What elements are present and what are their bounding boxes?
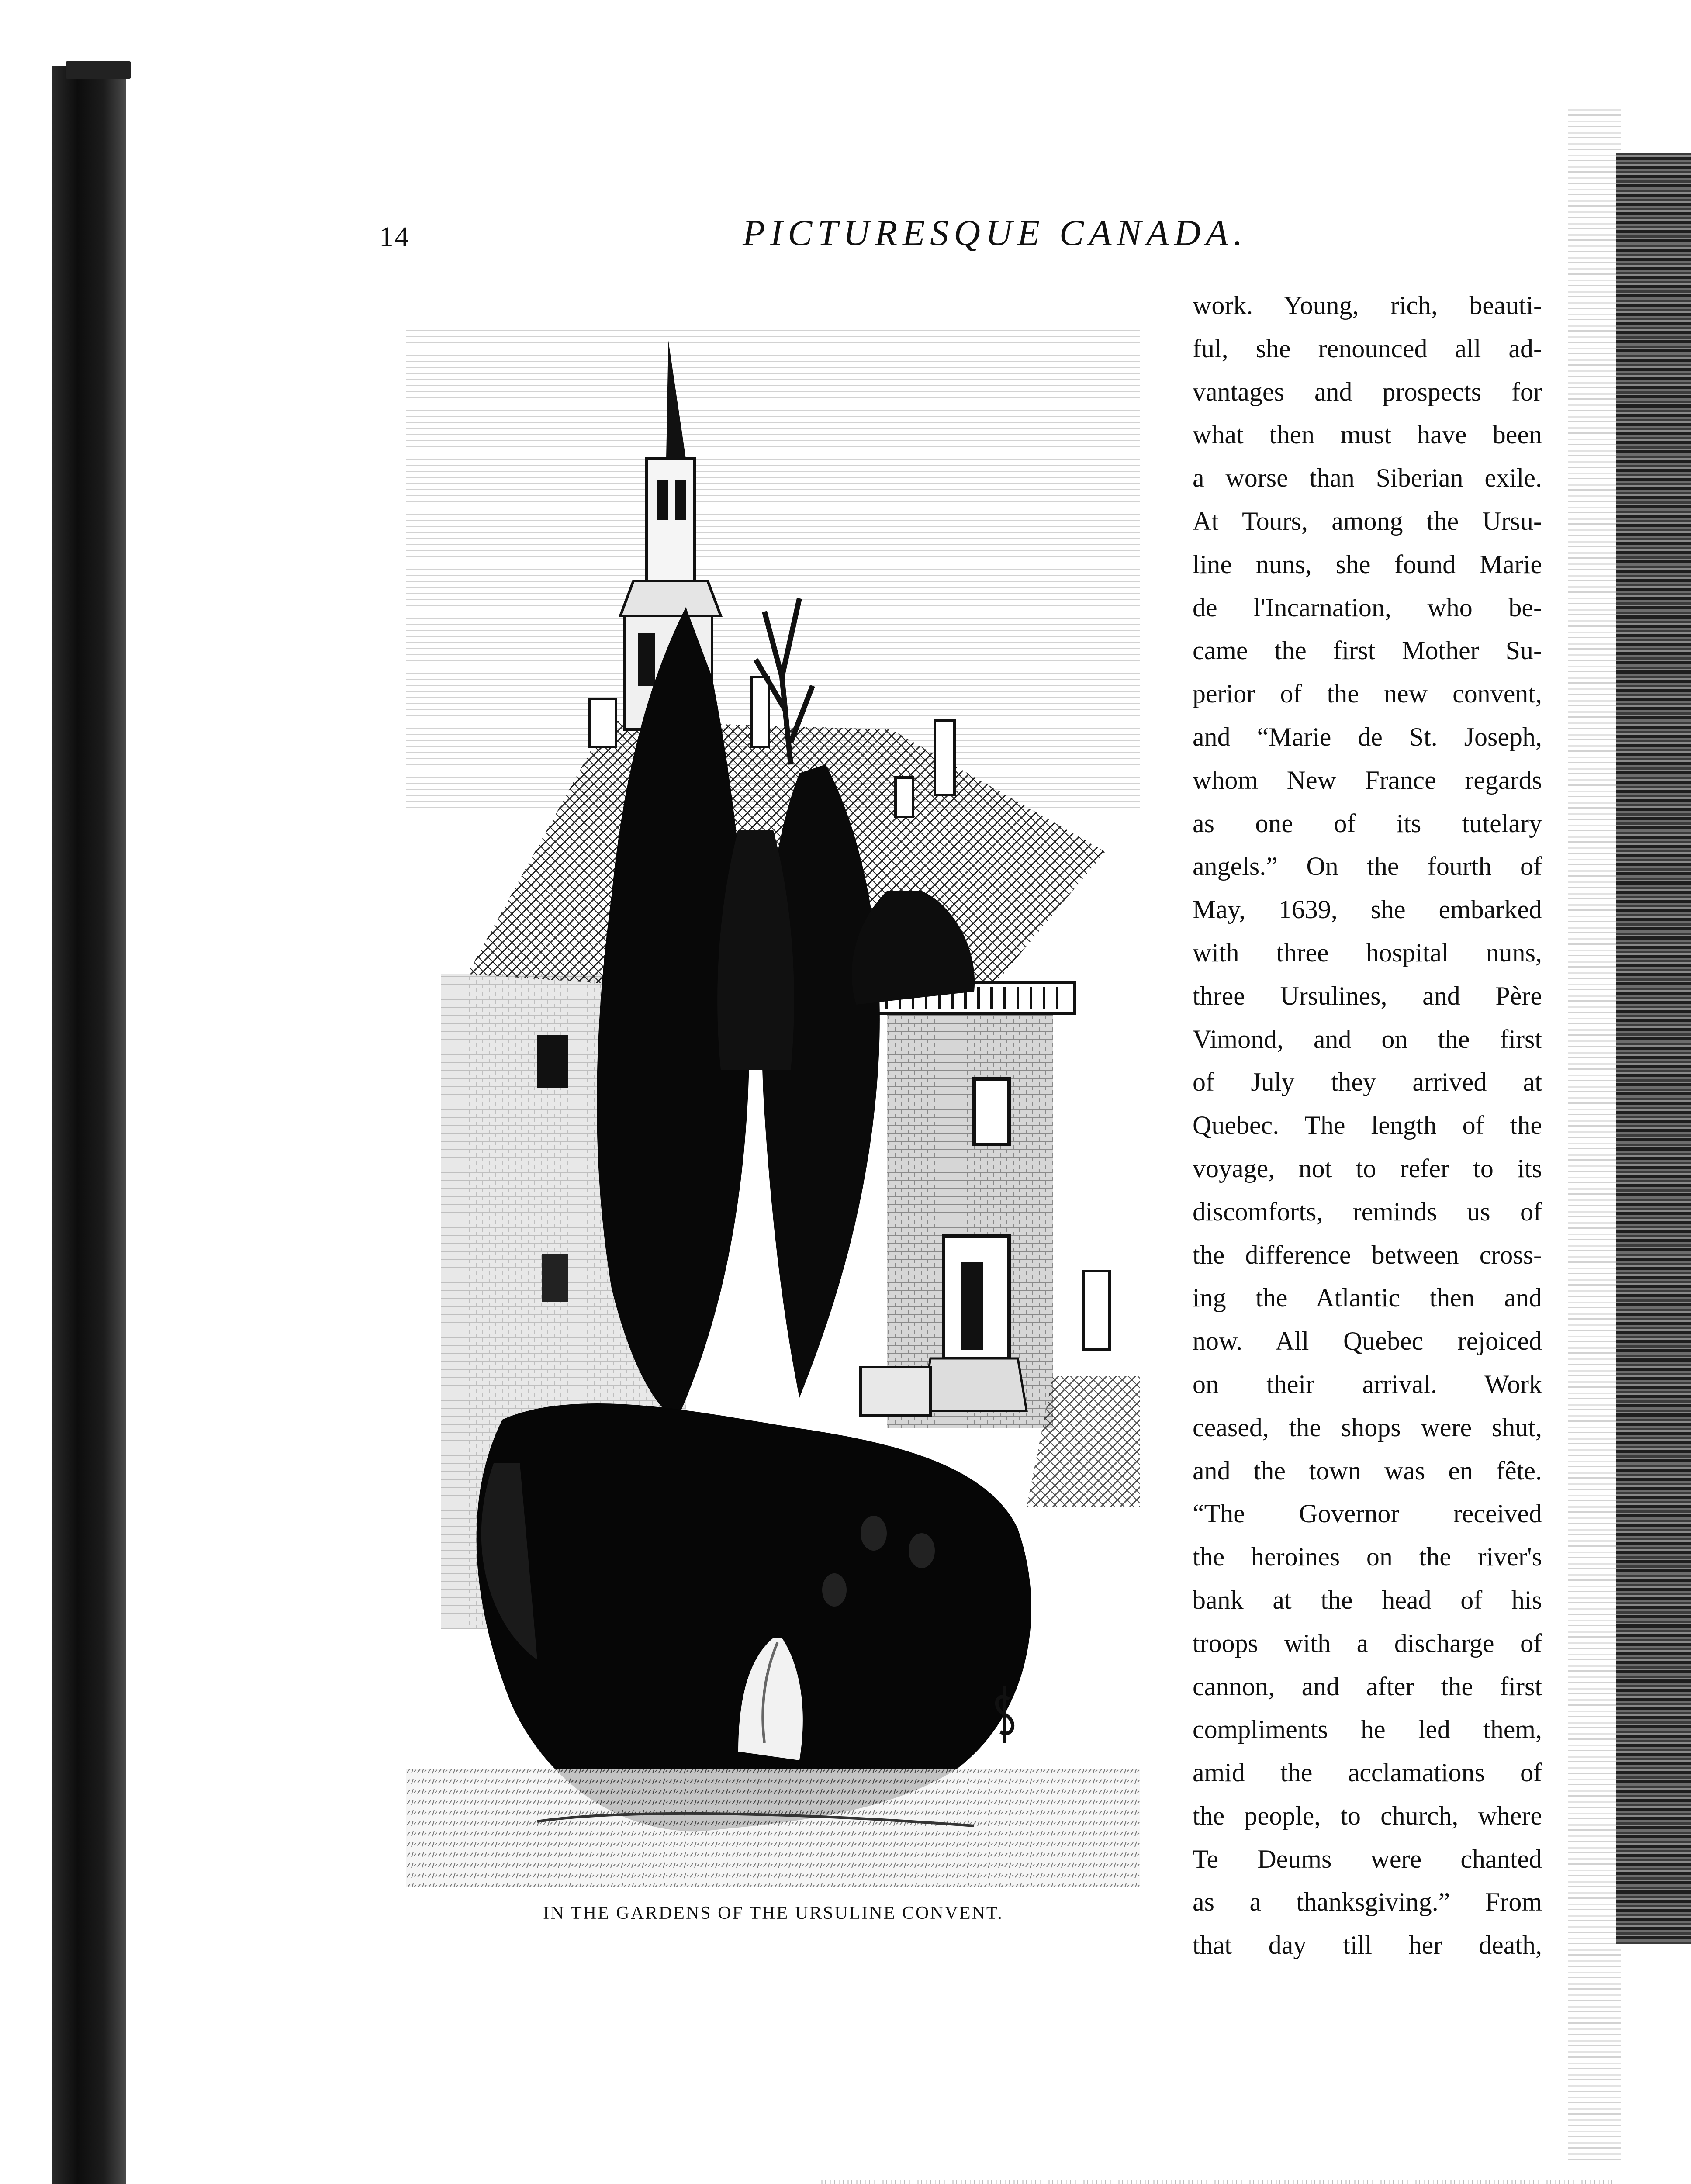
text-line: ceased, the shops were shut, (1193, 1413, 1542, 1442)
text-line: amid the acclamations of (1193, 1758, 1542, 1787)
text-line: “The Governor received (1193, 1499, 1542, 1528)
binding-corner (66, 61, 131, 79)
text-line: Quebec. The length of the (1193, 1111, 1542, 1140)
text-line: that day till her death, (1193, 1931, 1542, 1960)
text-line: At Tours, among the Ursu- (1193, 506, 1542, 536)
engraving-image (406, 328, 1140, 1887)
text-line: work. Young, rich, beauti- (1193, 291, 1542, 320)
text-line: cannon, and after the first (1193, 1672, 1542, 1701)
text-line: three Ursulines, and Père (1193, 981, 1542, 1010)
text-line: perior of the new convent, (1193, 679, 1542, 708)
text-line: came the first Mother Su- (1193, 636, 1542, 665)
text-line: angels.” On the fourth of (1193, 852, 1542, 881)
text-line: bank at the head of his (1193, 1585, 1542, 1614)
scan-noise-right (1568, 109, 1621, 2162)
book-binding-edge (52, 66, 126, 2184)
text-line: on their arrival. Work (1193, 1369, 1542, 1399)
text-line: line nuns, she found Marie (1193, 549, 1542, 579)
text-line: with three hospital nuns, (1193, 938, 1542, 967)
window (537, 1035, 568, 1088)
text-line: ing the Atlantic then and (1193, 1283, 1542, 1313)
text-line: vantages and prospects for (1193, 377, 1542, 406)
text-line: what then must have been (1193, 420, 1542, 449)
figure-caption: IN THE GARDENS OF THE URSULINE CONVENT. (543, 1903, 1003, 1923)
text-line: the heroines on the river's (1193, 1542, 1542, 1572)
text-line: May, 1639, she embarked (1193, 895, 1542, 924)
text-line: compliments he led them, (1193, 1715, 1542, 1744)
text-line: discomforts, reminds us of (1193, 1197, 1542, 1226)
scan-noise-bottom (821, 2180, 1616, 2184)
text-line: ful, she renounced all ad- (1193, 334, 1542, 363)
text-line: voyage, not to refer to its (1193, 1154, 1542, 1183)
text-line: the difference between cross- (1193, 1240, 1542, 1269)
text-line: the people, to church, where (1193, 1801, 1542, 1830)
text-line: as a thanksgiving.” From (1193, 1887, 1542, 1917)
text-line: a worse than Siberian exile. (1193, 463, 1542, 493)
body-text-column (1193, 284, 1542, 1967)
page-number: 14 (379, 221, 410, 253)
text-line: and “Marie de St. Joseph, (1193, 722, 1542, 751)
running-head: PICTURESQUE CANADA. (743, 213, 1248, 253)
text-line: troops with a discharge of (1193, 1628, 1542, 1658)
text-line: and the town was en fête. (1193, 1456, 1542, 1485)
engraving-convent-garden (406, 328, 1140, 1887)
page-right-edge (1616, 153, 1691, 1944)
text-line: Te Deums were chanted (1193, 1844, 1542, 1873)
text-line: now. All Quebec rejoiced (1193, 1327, 1542, 1356)
text-line: of July they arrived at (1193, 1068, 1542, 1097)
text-line: de l'Incarnation, who be- (1193, 593, 1542, 622)
text-line: Vimond, and on the first (1193, 1024, 1542, 1054)
text-line: whom New France regards (1193, 765, 1542, 795)
text-line: as one of its tutelary (1193, 809, 1542, 838)
